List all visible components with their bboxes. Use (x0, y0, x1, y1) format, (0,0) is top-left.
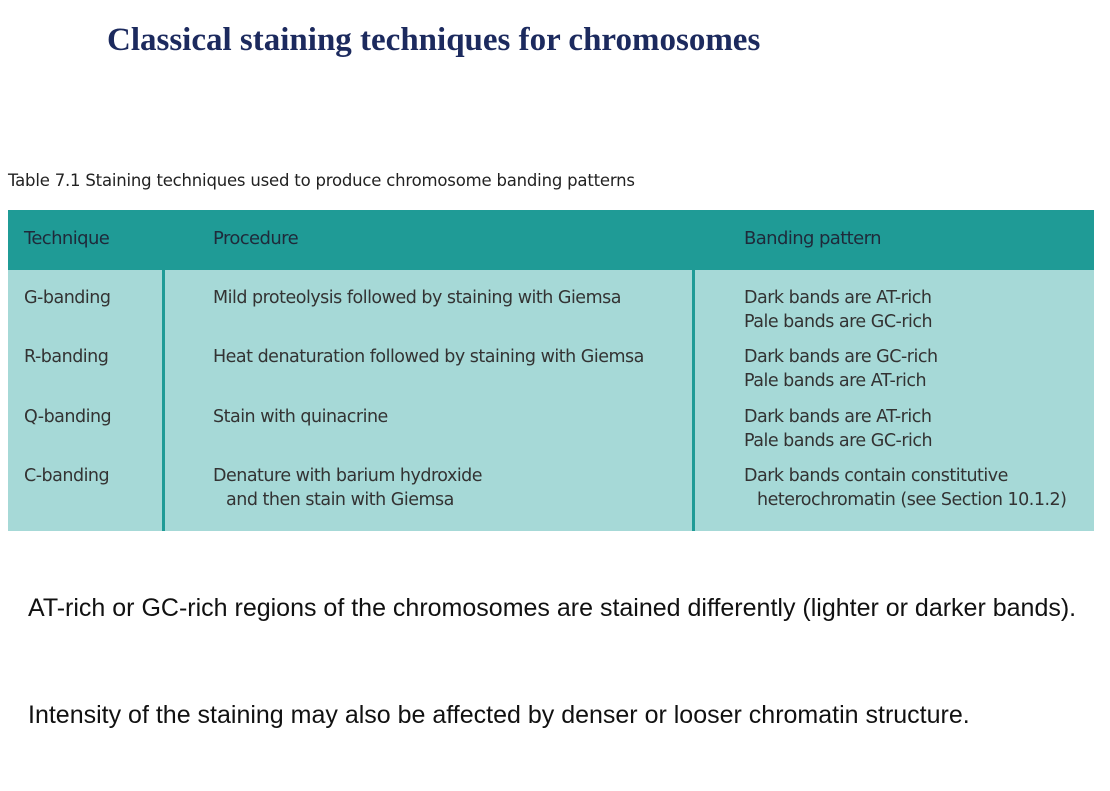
technique-cell: Q-banding (24, 407, 112, 427)
staining-techniques-table (8, 210, 1094, 531)
procedure-cell (213, 286, 621, 310)
procedure-line: Stain with quinacrine (213, 407, 388, 427)
banding-cell (744, 286, 932, 334)
banding-line: Dark bands are AT-rich (744, 288, 932, 308)
procedure-line: Denature with barium hydroxide (213, 466, 483, 486)
banding-line: Pale bands are GC-rich (744, 312, 933, 332)
banding-line: heterochromatin (see Section 10.1.2) (757, 490, 1067, 510)
banding-cell (744, 345, 938, 393)
banding-line: Dark bands contain constitutive (744, 466, 1008, 486)
body-paragraph: Intensity of the staining may also be affected by denser or looser chromatin structure. (28, 701, 970, 729)
banding-cell (744, 405, 932, 453)
banding-line: Dark bands are GC-rich (744, 347, 938, 367)
procedure-line: Heat denaturation followed by staining with Giemsa (213, 347, 644, 367)
header-procedure: Procedure (213, 228, 299, 249)
technique-cell: R-banding (24, 347, 109, 367)
procedure-cell (213, 405, 388, 429)
slide-title: Classical staining techniques for chromosomes (107, 22, 761, 58)
column-divider (692, 210, 695, 531)
technique-cell: G-banding (24, 288, 111, 308)
banding-line: Pale bands are GC-rich (744, 431, 933, 451)
body-paragraph: AT-rich or GC-rich regions of the chromosomes are stained differently (lighter or darker bands). (28, 594, 1077, 622)
procedure-line: and then stain with Giemsa (226, 490, 454, 510)
table-caption: Table 7.1 Staining techniques used to produce chromosome banding patterns (8, 171, 635, 190)
table-header-row (8, 210, 1094, 270)
procedure-cell (213, 345, 644, 369)
procedure-cell (213, 464, 482, 512)
header-banding-pattern: Banding pattern (744, 228, 881, 249)
banding-line: Dark bands are AT-rich (744, 407, 932, 427)
banding-line: Pale bands are AT-rich (744, 371, 927, 391)
technique-cell: C-banding (24, 466, 110, 486)
banding-cell (744, 464, 1067, 512)
procedure-line: Mild proteolysis followed by staining with Giemsa (213, 288, 621, 308)
header-technique: Technique (24, 228, 110, 249)
column-divider (162, 210, 165, 531)
